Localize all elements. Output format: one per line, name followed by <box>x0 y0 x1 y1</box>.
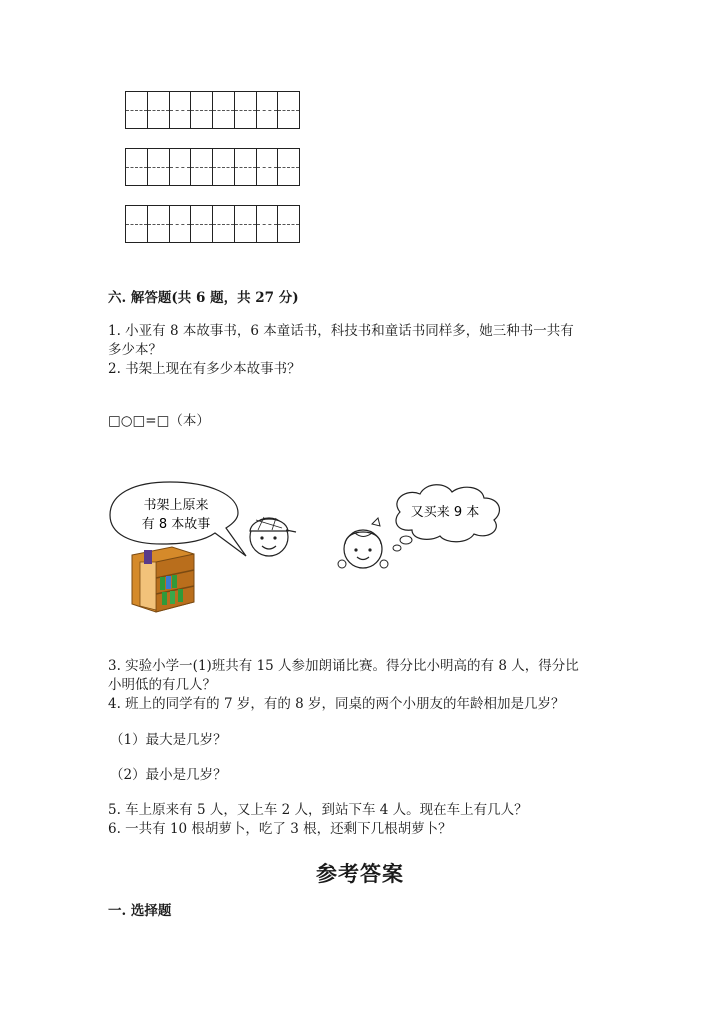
bubble-left-line1: 书架上原来 <box>143 498 209 513</box>
bookshelf-scene-illustration <box>100 478 520 623</box>
formula-blank: □○□=□（本） <box>108 413 210 429</box>
writing-grid-row-1 <box>125 91 300 129</box>
question-3-line-2: 小明低的有几人？ <box>108 677 216 693</box>
question-1-line-1: 1. 小亚有 8 本故事书，6 本童话书，科技书和童话书同样多，她三种书一共有 <box>108 323 574 339</box>
question-3-line-1: 3. 实验小学一(1)班共有 15 人参加朗诵比赛。得分比小明高的有 8 人，得分比 <box>108 658 579 674</box>
bubble-left-line2: 有 8 本故事 <box>141 517 211 532</box>
section-heading: 六. 解答题(共 6 题，共 27 分) <box>108 290 299 306</box>
question-4-sub-2: （2）最小是几岁？ <box>110 767 227 783</box>
answers-title: 参考答案 <box>316 861 404 886</box>
writing-grid-row-2 <box>125 148 300 186</box>
bubble-right-text: 又买来 9 本 <box>410 505 480 520</box>
answers-sub-heading: 一. 选择题 <box>108 903 172 919</box>
question-4-sub-1: （1）最大是几岁？ <box>110 732 227 748</box>
writing-grid-row-3 <box>125 205 300 243</box>
question-6: 6. 一共有 10 根胡萝卜，吃了 3 根，还剩下几根胡萝卜？ <box>108 821 452 837</box>
question-5: 5. 车上原来有 5 人，又上车 2 人，到站下车 4 人。现在车上有几人？ <box>108 802 528 818</box>
question-2: 2. 书架上现在有多少本故事书？ <box>108 361 301 377</box>
question-4: 4. 班上的同学有的 7 岁，有的 8 岁，同桌的两个小朋友的年龄相加是几岁？ <box>108 696 565 712</box>
question-1-line-2: 多少本？ <box>108 342 162 358</box>
